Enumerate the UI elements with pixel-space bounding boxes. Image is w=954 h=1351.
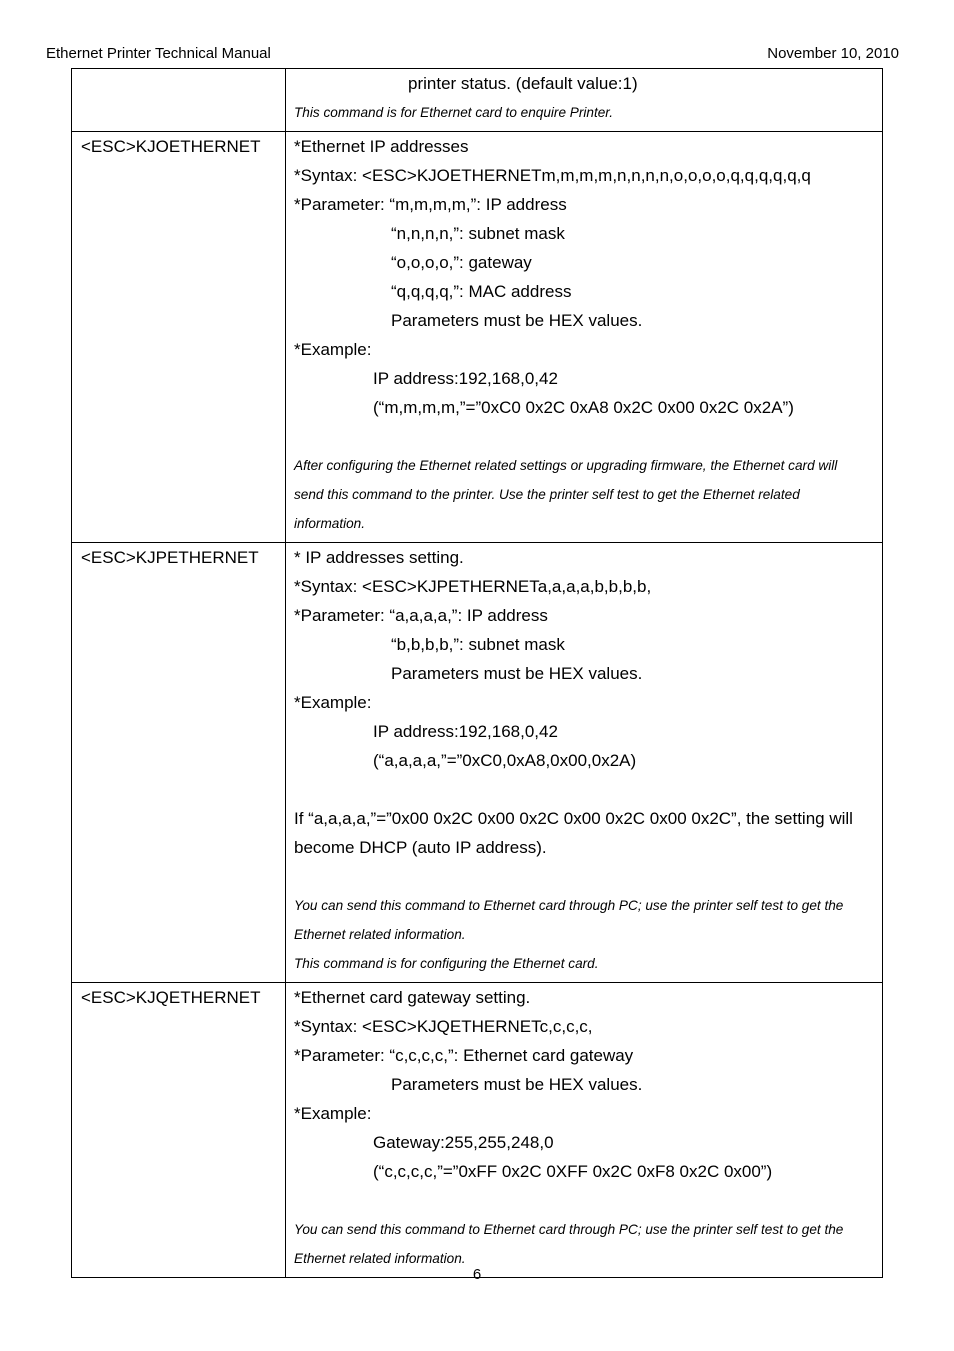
example-line: (“a,a,a,a,”=”0xC0,0xA8,0x00,0x2A): [373, 751, 637, 770]
example-label: *Example:: [294, 1104, 372, 1123]
italic-note: This command is for configuring the Ethernet card.: [294, 956, 599, 971]
description-cell: [286, 69, 883, 132]
dhcp-note-line: If “a,a,a,a,”=”0x00 0x2C 0x00 0x2C 0x00 0x2C 0x00 0x2C”, the setting will: [294, 809, 853, 828]
command-title: *Ethernet card gateway setting.: [294, 988, 531, 1007]
table-row-kjpethernet: [72, 543, 883, 983]
parameter-detail: “n,n,n,n,”: subnet mask: [391, 224, 565, 243]
italic-note: send this command to the printer. Use the printer self test to get the Ethernet related: [294, 487, 800, 502]
parameter-line: *Parameter: “c,c,c,c,”: Ethernet card gateway: [294, 1046, 634, 1065]
syntax-line: *Syntax: <ESC>KJOETHERNETm,m,m,m,n,n,n,n,o,o,o,o,q,q,q,q,q,q: [294, 166, 811, 185]
italic-note: Ethernet related information.: [294, 1251, 466, 1266]
parameter-detail: Parameters must be HEX values.: [391, 1075, 643, 1094]
table-row-kjoethernet: [72, 132, 883, 543]
example-line: (“c,c,c,c,”=”0xFF 0x2C 0XFF 0x2C 0xF8 0x2C 0x00”): [373, 1162, 773, 1181]
syntax-line: *Syntax: <ESC>KJQETHERNETc,c,c,c,: [294, 1017, 593, 1036]
table-row-kjqethernet: [72, 983, 883, 1278]
document-date: November 10, 2010: [767, 45, 899, 62]
parameter-detail: “b,b,b,b,”: subnet mask: [391, 635, 565, 654]
page-number: 6: [472, 1266, 482, 1283]
dhcp-note-line: become DHCP (auto IP address).: [294, 838, 547, 857]
italic-note: Ethernet related information.: [294, 927, 466, 942]
description-cell: [286, 983, 883, 1278]
table-row-continued: [72, 69, 883, 132]
italic-note: This command is for Ethernet card to enquire Printer.: [294, 105, 614, 120]
parameter-detail: Parameters must be HEX values.: [391, 311, 643, 330]
spacer: [294, 775, 878, 804]
spacer: [294, 1186, 878, 1215]
italic-note: information.: [294, 516, 366, 531]
italic-note: You can send this command to Ethernet card through PC; use the printer self test to get the: [294, 898, 844, 913]
command-name: <ESC>KJQETHERNET: [72, 983, 286, 1278]
example-label: *Example:: [294, 340, 372, 359]
command-table: [71, 68, 883, 1278]
command-cell-empty: [72, 69, 286, 132]
description-line: printer status. (default value:1): [408, 74, 638, 93]
example-line: Gateway:255,255,248,0: [373, 1133, 554, 1152]
command-name: <ESC>KJOETHERNET: [72, 132, 286, 543]
example-label: *Example:: [294, 693, 372, 712]
command-title: *Ethernet IP addresses: [294, 137, 469, 156]
command-title: * IP addresses setting.: [294, 548, 464, 567]
parameter-detail: “o,o,o,o,”: gateway: [391, 253, 532, 272]
parameter-detail: Parameters must be HEX values.: [391, 664, 643, 683]
italic-note: After configuring the Ethernet related settings or upgrading firmware, the Ethernet card will: [294, 458, 838, 473]
spacer: [294, 862, 878, 891]
italic-note: You can send this command to Ethernet card through PC; use the printer self test to get the: [294, 1222, 844, 1237]
parameter-line: *Parameter: “a,a,a,a,”: IP address: [294, 606, 548, 625]
description-cell: [286, 132, 883, 543]
description-cell: [286, 543, 883, 983]
example-line: IP address:192,168,0,42: [373, 369, 558, 388]
example-line: IP address:192,168,0,42: [373, 722, 558, 741]
parameter-line: *Parameter: “m,m,m,m,”: IP address: [294, 195, 567, 214]
parameter-detail: “q,q,q,q,”: MAC address: [391, 282, 572, 301]
spacer: [294, 422, 878, 451]
syntax-line: *Syntax: <ESC>KJPETHERNETa,a,a,a,b,b,b,b,: [294, 577, 652, 596]
example-line: (“m,m,m,m,”=”0xC0 0x2C 0xA8 0x2C 0x00 0x2C 0x2A”): [373, 398, 794, 417]
document-title: Ethernet Printer Technical Manual: [46, 45, 271, 62]
command-name: <ESC>KJPETHERNET: [72, 543, 286, 983]
